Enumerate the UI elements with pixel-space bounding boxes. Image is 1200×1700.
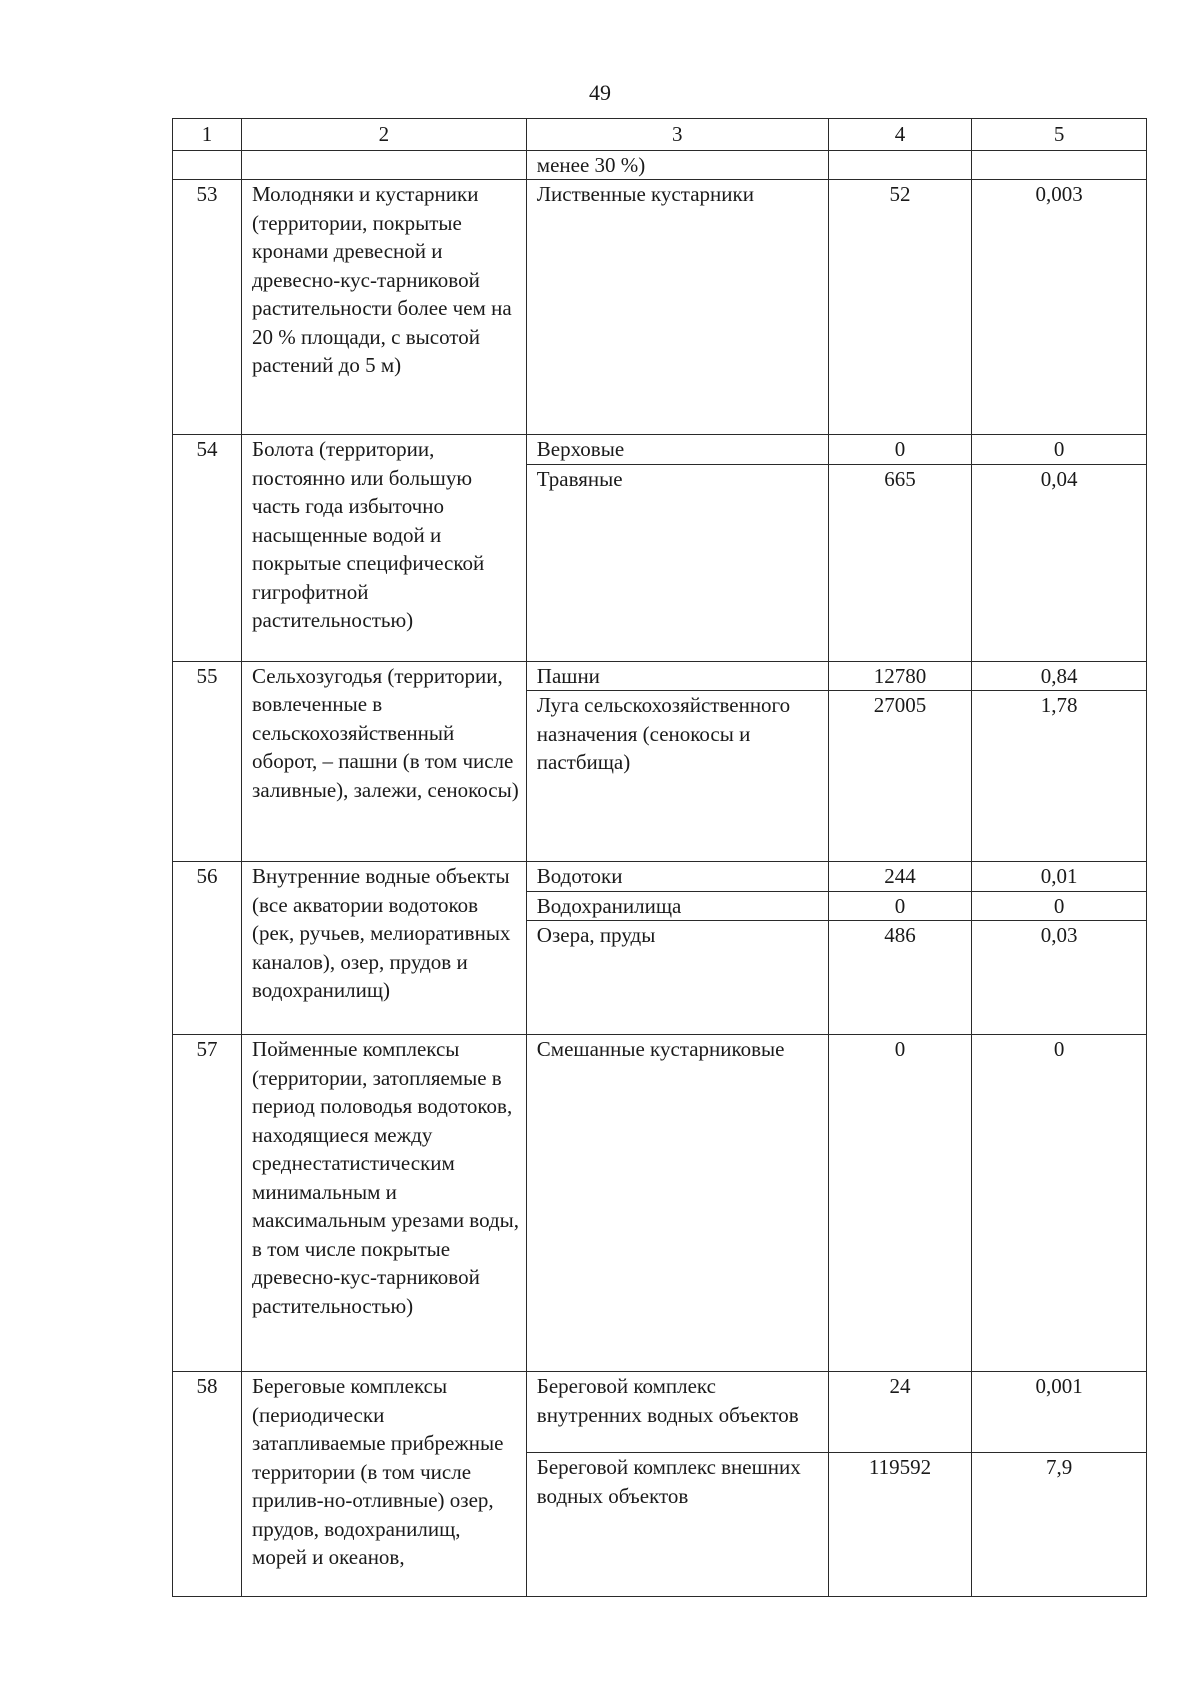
header-cell-2: 2 (242, 119, 527, 151)
area-cell (828, 150, 971, 180)
table-row (173, 661, 1147, 691)
area-cell: 0 (828, 1035, 971, 1372)
row-number-cell: 53 (173, 180, 242, 435)
share-cell: 0,001 (972, 1372, 1147, 1453)
table-header-row (173, 119, 1147, 151)
share-cell: 0 (972, 1035, 1147, 1372)
table-row (173, 1372, 1147, 1453)
table-row (173, 435, 1147, 465)
row-number-cell (173, 150, 242, 180)
header-cell-4: 4 (828, 119, 971, 151)
share-cell: 1,78 (972, 691, 1147, 862)
table-row (173, 1035, 1147, 1372)
share-cell: 0,84 (972, 661, 1147, 691)
subtype-cell: Водохранилища (526, 891, 828, 921)
share-cell (972, 150, 1147, 180)
category-cell: Пойменные комплексы (территории, затопляемые в период половодья водотоков, находящиеся между среднестатистическим минимальным и максимальным урезами воды, в том числе покрытые древесно-кус-тарниковой растительностью) (242, 1035, 527, 1372)
subtype-cell: Пашни (526, 661, 828, 691)
subtype-cell: Водотоки (526, 862, 828, 892)
share-cell: 0,03 (972, 921, 1147, 1035)
subtype-cell: Береговой комплекс внутренних водных объектов (526, 1372, 828, 1453)
category-cell: Внутренние водные объекты (все акватории водотоков (рек, ручьев, мелиоративных каналов), озер, прудов и водохранилищ) (242, 862, 527, 1035)
area-cell: 119592 (828, 1453, 971, 1597)
row-number-cell: 57 (173, 1035, 242, 1372)
subtype-cell: менее 30 %) (526, 150, 828, 180)
continuation-row (173, 150, 1147, 180)
area-cell: 52 (828, 180, 971, 435)
header-cell-5: 5 (972, 119, 1147, 151)
subtype-cell: Травяные (526, 464, 828, 661)
category-cell (242, 150, 527, 180)
page-number: 49 (589, 80, 611, 105)
area-cell: 244 (828, 862, 971, 892)
category-cell: Болота (территории, постоянно или большую часть года избыточно насыщенные водой и покрытые специфической гигрофитной растительностью) (242, 435, 527, 662)
area-cell: 486 (828, 921, 971, 1035)
table-row (173, 180, 1147, 435)
share-cell: 7,9 (972, 1453, 1147, 1597)
category-cell: Сельхозугодья (территории, вовлеченные в сельскохозяйственный оборот, – пашни (в том числе заливные), залежи, сенокосы) (242, 661, 527, 862)
row-number-cell: 54 (173, 435, 242, 662)
subtype-cell: Лиственные кустарники (526, 180, 828, 435)
share-cell: 0,04 (972, 464, 1147, 661)
header-cell-3: 3 (526, 119, 828, 151)
share-cell: 0 (972, 435, 1147, 465)
area-cell: 665 (828, 464, 971, 661)
row-number-cell: 58 (173, 1372, 242, 1597)
area-cell: 0 (828, 891, 971, 921)
area-cell: 27005 (828, 691, 971, 862)
share-cell: 0,003 (972, 180, 1147, 435)
category-cell: Молодняки и кустарники (территории, покрытые кронами древесной и древесно-кус-тарниковой растительности более чем на 20 % площади, с высотой растений до 5 м) (242, 180, 527, 435)
area-cell: 0 (828, 435, 971, 465)
table-row (173, 862, 1147, 892)
data-table (172, 118, 1147, 1597)
subtype-cell: Верховые (526, 435, 828, 465)
share-cell: 0 (972, 891, 1147, 921)
subtype-cell: Смешанные кустарниковые (526, 1035, 828, 1372)
row-number-cell: 55 (173, 661, 242, 862)
subtype-cell: Луга сельскохозяйственного назначения (сенокосы и пастбища) (526, 691, 828, 862)
row-number-cell: 56 (173, 862, 242, 1035)
area-cell: 12780 (828, 661, 971, 691)
category-cell: Береговые комплексы (периодически затапливаемые прибрежные территории (в том числе прилив-но-отливные) озер, прудов, водохранилищ, морей и океанов, (242, 1372, 527, 1597)
header-cell-1: 1 (173, 119, 242, 151)
share-cell: 0,01 (972, 862, 1147, 892)
subtype-cell: Береговой комплекс внешних водных объектов (526, 1453, 828, 1597)
subtype-cell: Озера, пруды (526, 921, 828, 1035)
area-cell: 24 (828, 1372, 971, 1453)
